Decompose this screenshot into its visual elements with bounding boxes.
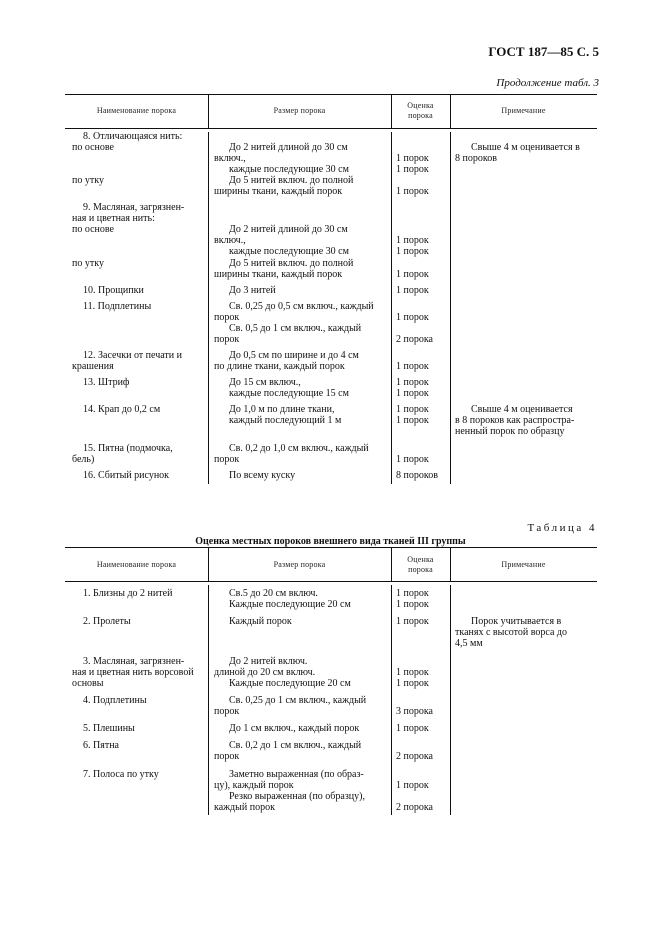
table-4-label: Таблица 4 <box>527 522 597 534</box>
defect-size: порок <box>214 312 240 323</box>
defect-name: ная и цветная нить ворсовой <box>72 667 194 678</box>
defect-size: каждые последующие 30 см <box>229 246 349 257</box>
column-header-size: Размер порока <box>273 560 326 569</box>
defect-name: ная и цветная нить: <box>72 213 155 224</box>
defect-score: 2 порока <box>396 751 433 762</box>
defect-name: 11. Подплетины <box>83 301 152 312</box>
defect-size: каждый последующий 1 м <box>229 415 342 426</box>
defect-size: Св. 0,2 до 1,0 см включ., каждый <box>229 443 369 454</box>
defect-size: Св. 0,2 до 1 см включ., каждый <box>229 740 362 751</box>
defect-name: крашения <box>72 361 114 372</box>
defect-size: Каждые последующие 20 см <box>229 678 351 689</box>
defect-score: 1 порок <box>396 678 429 689</box>
defect-name: 12. Засечки от печати и <box>83 350 182 361</box>
defect-size: До 2 нитей включ. <box>229 656 308 667</box>
defect-score: 1 порок <box>396 388 429 399</box>
column-divider <box>391 132 392 484</box>
defect-name: 14. Крап до 0,2 см <box>83 404 161 415</box>
defect-name: 16. Сбитый рисунок <box>83 470 170 481</box>
defect-size: по длине ткани, каждый порок <box>214 361 345 372</box>
defect-name: основы <box>72 678 104 689</box>
defect-name: 3. Масляная, загрязнен- <box>83 656 185 667</box>
defect-size: порок <box>214 454 240 465</box>
defect-score: 1 порок <box>396 164 429 175</box>
defect-size: каждые последующие 30 см <box>229 164 349 175</box>
column-header-size: Размер порока <box>273 106 326 115</box>
column-divider <box>450 585 451 815</box>
defect-size: До 3 нитей <box>229 285 276 296</box>
defect-size: До 1 см включ., каждый порок <box>229 723 360 734</box>
defect-size: Каждый порок <box>229 616 292 627</box>
defect-score: 1 порок <box>396 377 429 388</box>
table-header-rule <box>65 581 597 582</box>
defect-size: До 5 нитей включ. до полной <box>229 258 354 269</box>
defect-size: До 5 нитей включ. до полной <box>229 175 354 186</box>
column-header-note: Примечание <box>501 106 546 115</box>
defect-score: 1 порок <box>396 415 429 426</box>
continuation-label: Продолжение табл. 3 <box>496 77 599 89</box>
defect-size: Св. 0,25 до 1 см включ., каждый <box>229 695 367 706</box>
defect-size: Св. 0,25 до 0,5 см включ., каждый <box>229 301 374 312</box>
defect-name: 9. Масляная, загрязнен- <box>83 202 185 213</box>
defect-note: Свыше 4 м оценивается <box>471 404 573 415</box>
defect-note: в 8 пороков как распростра- <box>455 415 575 426</box>
defect-name: 6. Пятна <box>83 740 119 751</box>
table-header-rule <box>65 128 597 129</box>
defect-size: Каждые последующие 20 см <box>229 599 351 610</box>
defect-score: 1 порок <box>396 404 429 415</box>
column-header-name: Наименование порока <box>96 106 177 115</box>
defect-score: 8 пороков <box>396 470 438 481</box>
defect-size: Св.5 до 20 см включ. <box>229 588 318 599</box>
defect-name: 15. Пятна (подмочка, <box>83 443 173 454</box>
defect-note: 4,5 мм <box>455 638 483 649</box>
defect-note: ненный порок по образцу <box>455 426 565 437</box>
defect-size: До 0,5 см по ширине и до 4 см <box>229 350 359 361</box>
defect-note: Порок учитывается в <box>471 616 562 627</box>
defect-score: 3 порока <box>396 706 433 717</box>
defect-size: длиной до 20 см включ. <box>214 667 316 678</box>
defect-size: Резко выраженная (по образцу), <box>229 791 365 802</box>
defect-score: 1 порок <box>396 312 429 323</box>
defect-size: каждые последующие 15 см <box>229 388 349 399</box>
defect-score: 1 порок <box>396 246 429 257</box>
defect-size: Заметно выраженная (по образ- <box>229 769 364 780</box>
defect-score: 1 порок <box>396 361 429 372</box>
defect-score: 1 порок <box>396 153 429 164</box>
defect-size: включ., <box>214 153 246 164</box>
defect-score: 1 порок <box>396 186 429 197</box>
defect-name: по утку <box>72 258 104 269</box>
defect-score: 1 порок <box>396 780 429 791</box>
defect-score: 1 порок <box>396 588 429 599</box>
table-4-title: Оценка местных пороков внешнего вида тканей III группы <box>195 536 466 547</box>
defect-score: 1 порок <box>396 723 429 734</box>
defect-score: 1 порок <box>396 616 429 627</box>
defect-note: Свыше 4 м оценивается в <box>471 142 580 153</box>
defect-score: 1 порок <box>396 235 429 246</box>
defect-score: 2 порока <box>396 802 433 813</box>
defect-name: 10. Прощипки <box>83 285 144 296</box>
defect-name: 2. Пролеты <box>83 616 131 627</box>
defect-note: 8 пороков <box>455 153 497 164</box>
column-divider <box>391 585 392 815</box>
defect-size: каждый порок <box>214 802 275 813</box>
column-divider <box>208 585 209 815</box>
defect-size: До 15 см включ., <box>229 377 301 388</box>
table-top-rule <box>65 547 597 548</box>
column-header-score: порока <box>408 111 433 120</box>
defect-name: 1. Близны до 2 нитей <box>83 588 173 599</box>
defect-size: До 2 нитей длиной до 30 см <box>229 142 348 153</box>
defect-name: 5. Плешины <box>83 723 135 734</box>
defect-size: До 2 нитей длиной до 30 см <box>229 224 348 235</box>
defect-name: по основе <box>72 224 114 235</box>
defect-score: 1 порок <box>396 599 429 610</box>
column-divider <box>450 132 451 484</box>
defect-score: 1 порок <box>396 454 429 465</box>
defect-score: 2 порока <box>396 334 433 345</box>
defect-name: 13. Штриф <box>83 377 130 388</box>
defect-size: порок <box>214 334 240 345</box>
defect-size: порок <box>214 751 240 762</box>
defect-score: 1 порок <box>396 285 429 296</box>
defect-size: Св. 0,5 до 1 см включ., каждый <box>229 323 362 334</box>
defect-name: 8. Отличающаяся нить: <box>83 131 183 142</box>
defect-score: 1 порок <box>396 667 429 678</box>
column-divider <box>391 547 392 581</box>
defect-size: ширины ткани, каждый порок <box>214 186 343 197</box>
column-header-score: порока <box>408 565 433 574</box>
defect-name: 4. Подплетины <box>83 695 147 706</box>
column-divider <box>208 132 209 484</box>
defect-size: цу), каждый порок <box>214 780 294 791</box>
defect-score: 1 порок <box>396 269 429 280</box>
defect-size: По всему куску <box>229 470 296 481</box>
defect-size: включ., <box>214 235 246 246</box>
defect-note: тканях с высотой ворса до <box>455 627 567 638</box>
column-header-score: Оценка <box>407 101 434 110</box>
column-header-name: Наименование порока <box>96 560 177 569</box>
column-header-note: Примечание <box>501 560 546 569</box>
defect-name: по основе <box>72 142 114 153</box>
defect-name: по утку <box>72 175 104 186</box>
defect-name: бель) <box>72 454 95 465</box>
page-header: ГОСТ 187—85 С. 5 <box>488 44 599 59</box>
column-header-score: Оценка <box>407 555 434 564</box>
defect-size: ширины ткани, каждый порок <box>214 269 343 280</box>
defect-size: порок <box>214 706 240 717</box>
defect-name: 7. Полоса по утку <box>83 769 159 780</box>
defect-size: До 1,0 м по длине ткани, <box>229 404 335 415</box>
table-top-rule <box>65 94 597 95</box>
